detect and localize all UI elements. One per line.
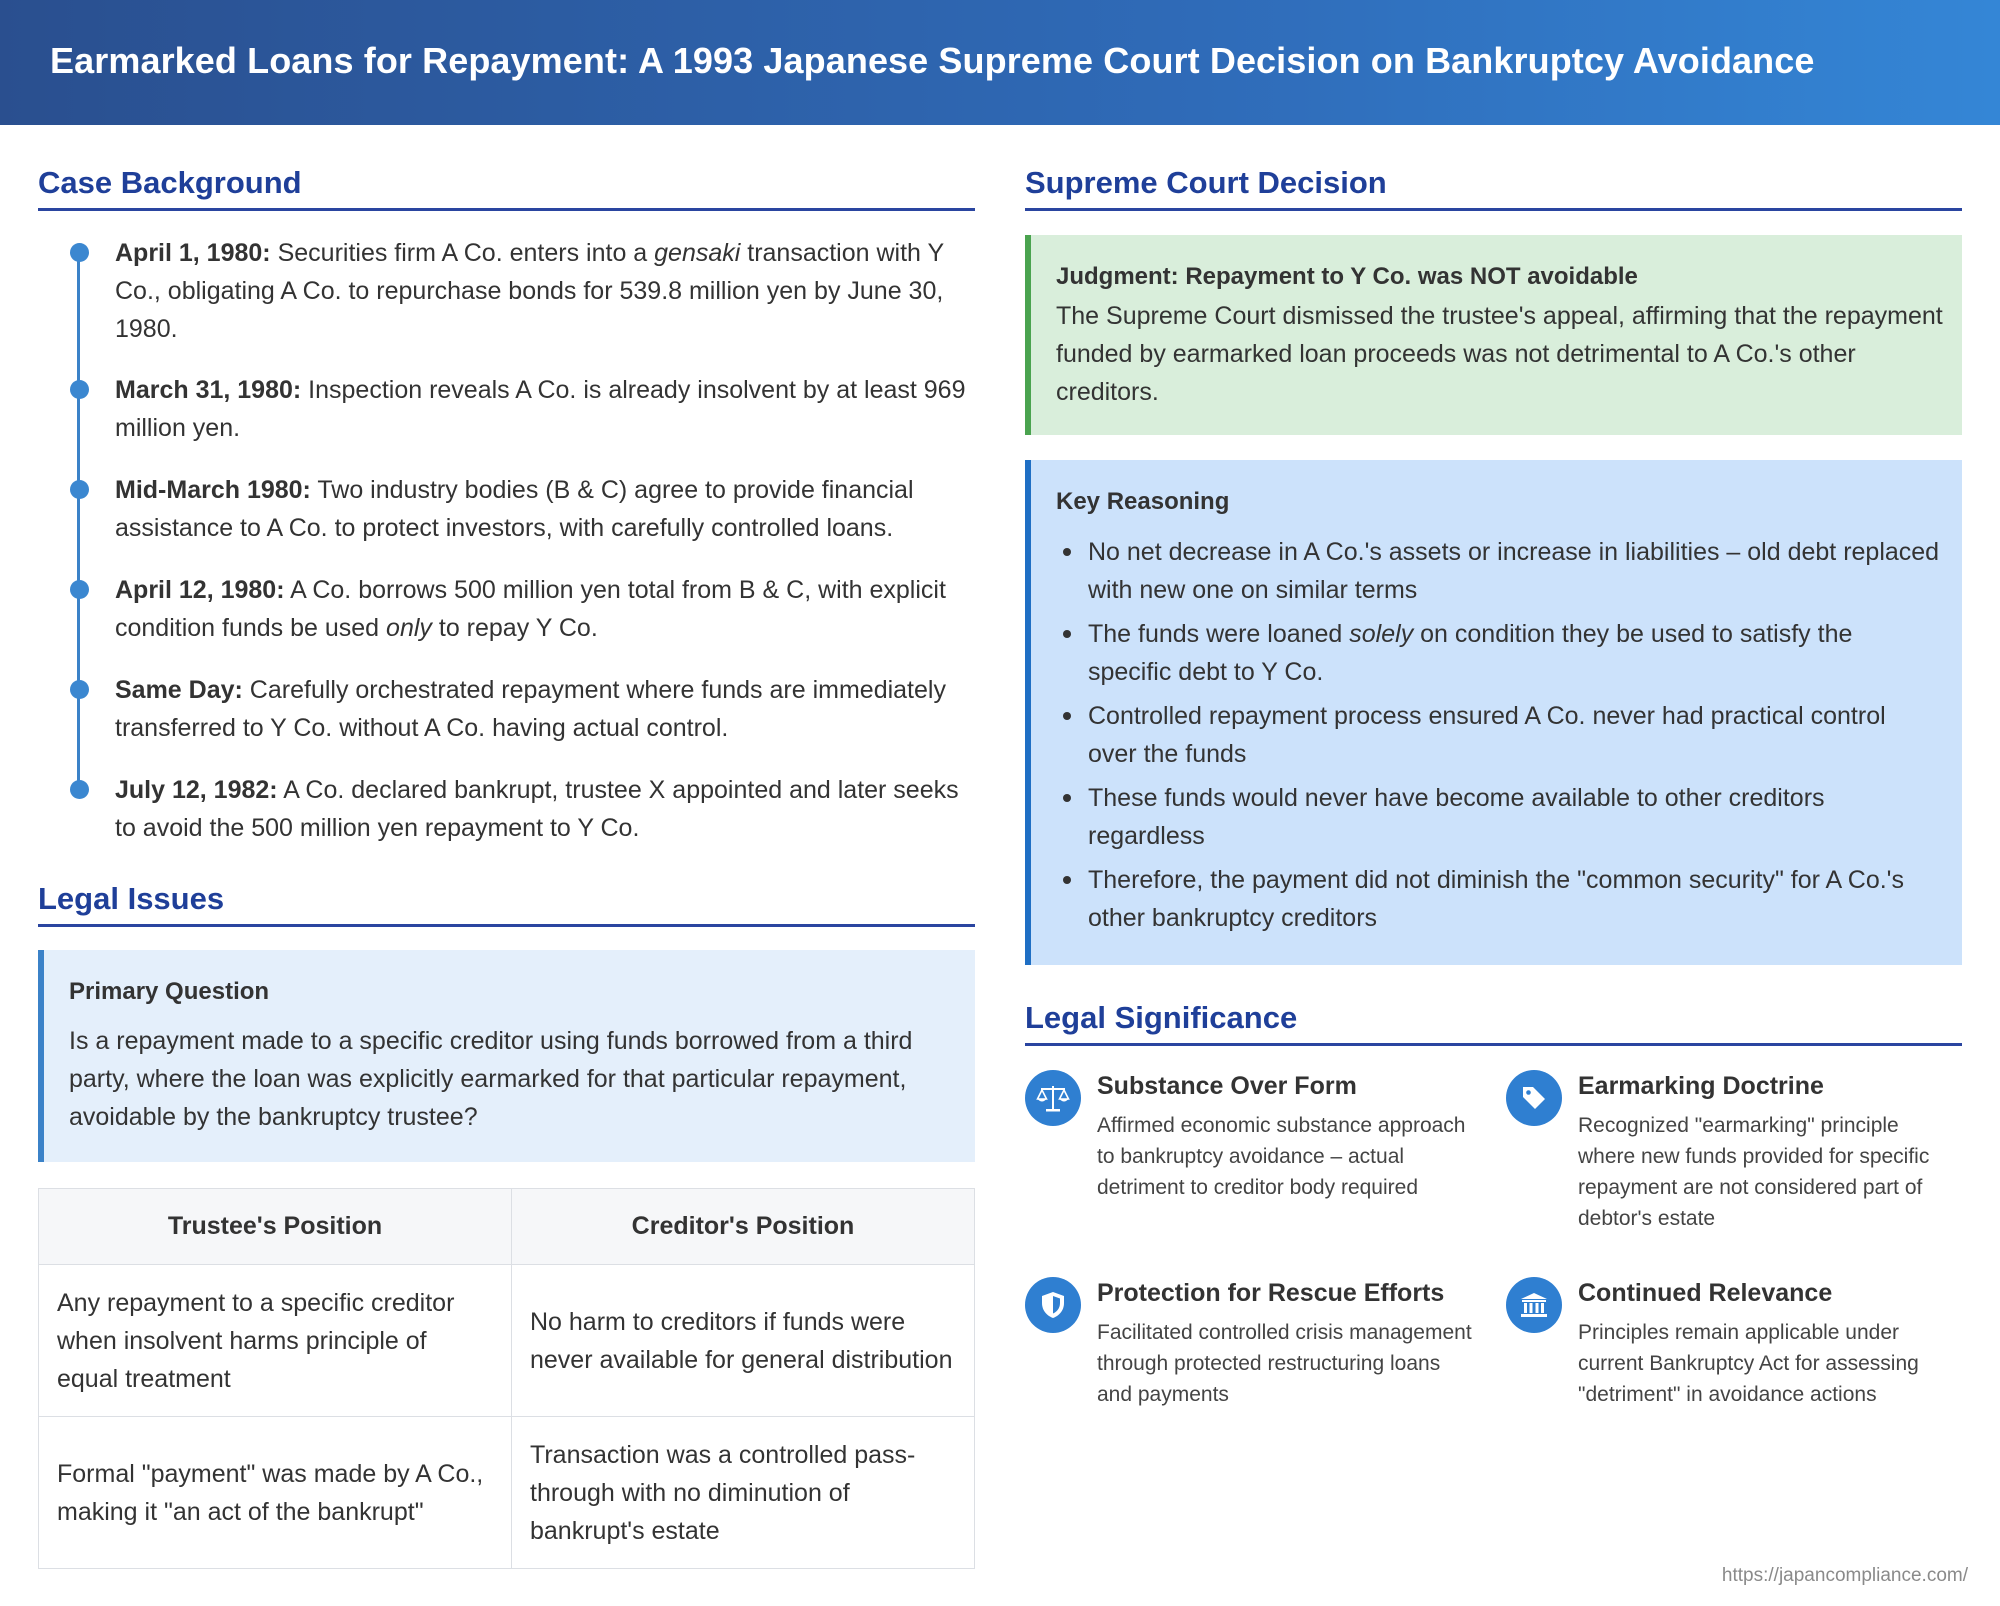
reason-text: No net decrease in A Co.'s assets or increase in liabilities – old debt replaced with new one on similar terms [1088,538,1940,604]
legal-issues-heading: Legal Issues [38,881,975,927]
event-date: July 12, 1982: [115,776,278,804]
event-date: April 12, 1980: [115,576,285,604]
event-text-emphasis: gensaki [654,239,741,267]
event-text: transaction with Y Co., obligating A Co. to repurchase bonds for 539.8 million yen by June 30, 1980. [115,239,944,343]
key-reasoning-title: Key Reasoning [1056,488,1230,515]
timeline-dot [70,680,89,699]
scale-icon [1025,1070,1081,1126]
bullet-icon [1063,794,1071,802]
reason-text: These funds would never have become available to other creditors regardless [1088,784,1825,850]
timeline-event [115,571,970,647]
list-item [1061,697,1941,773]
table-cell: Formal "payment" was made by A Co., making it "an act of the bankrupt" [39,1417,512,1569]
event-text: A Co. declared bankrupt, trustee X appointed and later seeks to avoid the 500 million yen repayment to Y Co. [115,776,959,842]
list-item [1061,615,1941,691]
page-title: Earmarked Loans for Repayment: A 1993 Japanese Supreme Court Decision on Bankruptcy Avoidance [50,40,1815,81]
reason-text: on condition they be used to satisfy the specific debt to Y Co. [1088,620,1853,686]
table-row [39,1417,975,1569]
reason-emphasis: solely [1349,620,1414,648]
list-item [1061,861,1941,937]
event-text: Carefully orchestrated repayment where funds are immediately transferred to Y Co. without A Co. having actual control. [115,676,946,742]
primary-question-title: Primary Question [69,978,270,1005]
primary-question-text: Is a repayment made to a specific creditor using funds borrowed from a third party, where the loan was explicitly earmarked for that particular repayment, avoidable by the bankruptcy trustee? [69,1027,913,1131]
timeline-dot [70,380,89,399]
table-cell: Any repayment to a specific creditor when insolvent harms principle of equal treatment [39,1265,512,1417]
event-date: Same Day: [115,676,243,704]
tag-icon [1506,1070,1562,1126]
list-item [1061,533,1941,609]
bank-icon [1506,1277,1562,1333]
table-header: Trustee's Position [39,1189,512,1265]
positions-table [38,1188,975,1569]
bullet-icon [1063,712,1071,720]
significance-title: Substance Over Form [1097,1072,1357,1100]
event-text: A Co. borrows 500 million yen total from B & C, with explicit condition funds be used [115,576,946,642]
judgment-text: The Supreme Court dismissed the trustee's appeal, affirming that the repayment funded by earmarked loan proceeds was not detrimental to A Co.'s other creditors. [1056,302,1943,406]
event-date: Mid-March 1980: [115,476,311,504]
significance-title: Protection for Rescue Efforts [1097,1279,1445,1307]
bullet-icon [1063,876,1071,884]
case-background-heading: Case Background [38,165,975,211]
significance-desc: Affirmed economic substance approach to bankruptcy avoidance – actual detriment to creditor body required [1097,1114,1466,1199]
bullet-icon [1063,548,1071,556]
primary-question-box [38,950,975,1162]
reason-text: Therefore, the payment did not diminish the "common security" for A Co.'s other bankruptcy creditors [1088,866,1904,932]
table-cell: No harm to creditors if funds were never available for general distribution [512,1265,975,1417]
timeline-event [115,771,970,847]
table-row [39,1265,975,1417]
list-item [1061,779,1941,855]
event-text: Inspection reveals A Co. is already insolvent by at least 969 million yen. [115,376,966,442]
reason-text: The funds were loaned [1088,620,1350,648]
significance-desc: Facilitated controlled crisis management through protected restructuring loans and payments [1097,1321,1472,1406]
key-reasoning-box [1025,460,1962,965]
timeline-dot [70,480,89,499]
significance-desc: Recognized "earmarking" principle where new funds provided for specific repayment are not considered part of debtor's estate [1578,1114,1930,1230]
event-text: Two industry bodies (B & C) agree to provide financial assistance to A Co. to protect investors, with carefully controlled loans. [115,476,914,542]
event-text: Securities firm A Co. enters into a [270,239,655,267]
significance-title: Earmarking Doctrine [1578,1072,1824,1100]
bullet-icon [1063,630,1071,638]
event-date: April 1, 1980: [115,239,271,267]
shield-icon [1025,1277,1081,1333]
timeline-event [115,371,970,447]
timeline-dot [70,780,89,799]
significance-title: Continued Relevance [1578,1279,1833,1307]
reason-text: Controlled repayment process ensured A Co. never had practical control over the funds [1088,702,1886,768]
footer-url: https://japancompliance.com/ [1721,1565,1968,1586]
timeline-event [115,471,970,547]
event-text-emphasis: only [386,614,432,642]
judgment-title: Judgment: Repayment to Y Co. was NOT avoidable [1056,263,1638,290]
timeline-event [115,234,970,348]
legal-significance-heading: Legal Significance [1025,1000,1962,1046]
timeline-dot [70,580,89,599]
timeline-event [115,671,970,747]
table-header: Creditor's Position [512,1189,975,1265]
timeline-dot [70,243,89,262]
timeline-line [77,250,80,790]
reasoning-list [1061,533,1941,943]
event-text: to repay Y Co. [431,614,598,642]
judgment-box [1025,235,1962,435]
table-cell: Transaction was a controlled pass-through with no diminution of bankrupt's estate [512,1417,975,1569]
header-banner [0,0,2000,125]
significance-desc: Principles remain applicable under current Bankruptcy Act for assessing "detriment" in avoidance actions [1578,1321,1919,1406]
decision-heading: Supreme Court Decision [1025,165,1962,211]
event-date: March 31, 1980: [115,376,302,404]
